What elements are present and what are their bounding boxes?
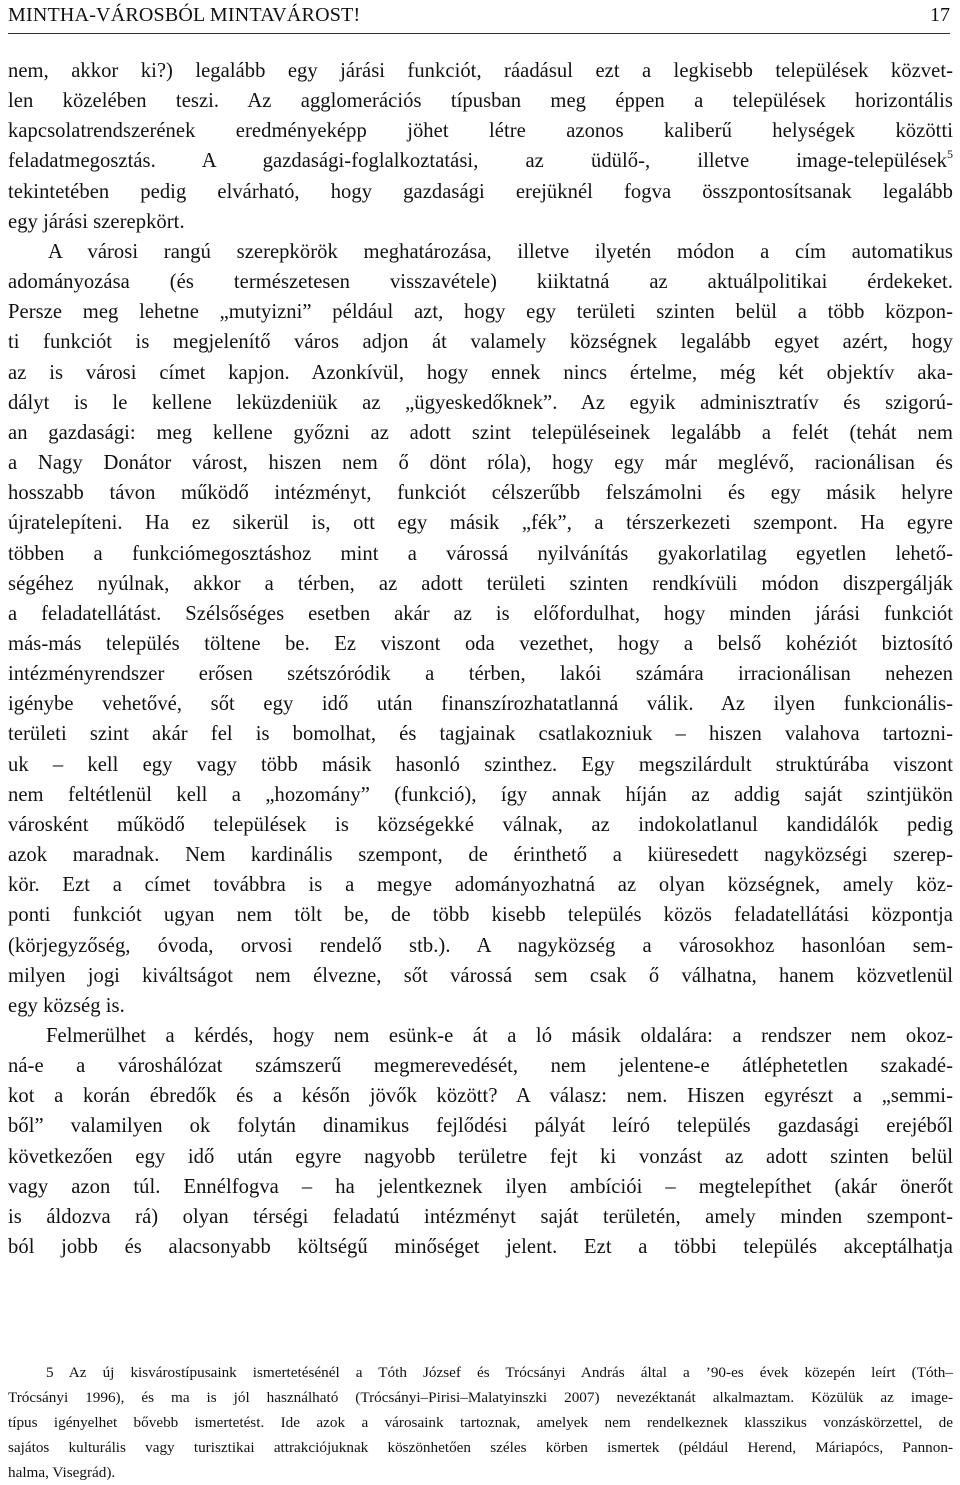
text-line: A városi rangú szerepkörök meghatározása, illetve ilyetén módon a cím automatikus xyxy=(48,240,953,263)
header-rule xyxy=(8,33,950,34)
text-line: az is városi címet kapjon. Azonkívül, hogy ennek nincs értelme, még két objektív aka- xyxy=(8,361,953,384)
text-line: igénybe vehetővé, sőt egy idő után finanszírozhatatlanná válik. Az ilyen funkcionális- xyxy=(8,693,953,716)
footnote-line: sajátos kulturális vagy turisztikai attrakciójuknak köszönhetően széles körben ismertek (például Herend, Máriapócs, Pannon- xyxy=(8,1439,953,1456)
footnote-line: halma, Visegrád). xyxy=(8,1464,116,1481)
text-line: a Nagy Donátor várost, hiszen nem ő dönt róla), hogy egy már meglévő, racionálisan és xyxy=(8,452,953,475)
text-line: vagy azon túl. Ennélfogva – ha jelentkeznek ilyen ambíciói – megtelepíthet (akár önerőt xyxy=(8,1175,953,1198)
text-line: hosszabb távon működő intézményt, funkciót célszerűbb felszámolni és egy másik helyre xyxy=(8,482,953,505)
text-line: Felmerülhet a kérdés, hogy nem esünk-e át a ló másik oldalára: a rendszer nem okoz- xyxy=(46,1025,953,1047)
text-line: a feladatellátást. Szélsőséges esetben akár az is előfordulhat, hogy minden járási funkciót xyxy=(8,602,953,625)
text-line: azok maradnak. Nem kardinális szempont, de érinthető a kiüresedett nagyközségi szerep- xyxy=(8,844,953,867)
footnote-reference: 5 xyxy=(946,147,953,162)
text-line: kör. Ezt a címet továbbra is a megye adományozhatná az olyan községnek, amely köz- xyxy=(8,874,953,897)
body-text xyxy=(8,56,953,1262)
text-line: következően egy idő után egyre nagyobb területre fejt ki vonzást az adott szinten belül xyxy=(8,1145,953,1168)
text-line: nem feltétlenül kell a „hozomány” (funkció), így annak híján az addig saját szintjükön xyxy=(8,783,953,806)
text-line-content: feladatmegosztás. A gazdasági-foglalkoztatási, az üdülő-, illetve image-települések xyxy=(8,150,947,173)
footnote-line: Trócsányi 1996), és ma is jól használható (Trócsányi–Pirisi–Malatyinszki 2007) nevezéktanát alkalmaztam. Közülük az image- xyxy=(8,1389,953,1406)
text-line: an gazdasági: meg kellene győzni az adott szint településeinek legalább a felét (tehát nem xyxy=(8,421,953,444)
text-line: uk – kell egy vagy több másik hasonló szinthez. Egy megszilárdult struktúrába viszont xyxy=(8,753,953,776)
text-line: (körjegyzőség, óvoda, orvosi rendelő stb.). A nagyközség a városokhoz hasonlóan sem- xyxy=(8,934,953,957)
page-number: 17 xyxy=(930,4,950,26)
text-line: Persze meg lehetne „mutyizni” például azt, hogy egy területi szinten belül a több közpon- xyxy=(8,301,953,324)
text-line: ból jobb és alacsonyabb költségű minőséget jelent. Ezt a többi település akceptálhatja xyxy=(8,1236,953,1259)
footnote-line: 5 Az új kisvárostípusaink ismertetésénél a Tóth József és Trócsányi András által a ’90-es évek közepén leírt (Tóth– xyxy=(46,1364,953,1381)
text-line: újratelepíteni. Ha ez sikerül is, ott egy másik „fék”, a térszerkezeti szempont. Ha egyre xyxy=(8,512,953,535)
text-line: ségéhez nyúlnak, akkor a térben, az adott területi szinten rendkívüli módon diszpergálják xyxy=(8,572,953,595)
text-line: ná-e a városhálózat számszerű megmerevedését, nem jelentene-e átléphetetlen szakadé- xyxy=(8,1055,953,1078)
text-line-with-footnote-ref xyxy=(8,146,953,176)
text-line: többen a funkciómegosztáshoz mint a várossá nyilvánítás gyakorlatilag egyetlen lehető- xyxy=(8,542,953,565)
text-line: ből” valamilyen ok folytán dinamikus fejlődési pályát leíró település gazdasági erejéből xyxy=(8,1115,953,1138)
text-line: területi szint akár fel is bomolhat, és tagjainak csatlakozniuk – hiszen valahova tartozni- xyxy=(8,723,953,746)
text-line: is áldozva rá) olyan térségi feladatú intézményt saját területén, amely minden szempont- xyxy=(8,1205,953,1228)
text-line: városként működő települések is községekké válnak, az indokolatlanul kandidálók pedig xyxy=(8,813,953,836)
text-line: milyen jogi kiváltságot nem élvezne, sőt várossá sem csak ő válhatna, hanem közvetlenül xyxy=(8,964,953,987)
footnotes xyxy=(8,1360,953,1485)
text-line: egy járási szerepkört. xyxy=(8,210,185,233)
text-line: egy község is. xyxy=(8,994,125,1017)
text-line: nem, akkor ki?) legalább egy járási funkciót, ráadásul ezt a legkisebb települések közvet- xyxy=(8,60,953,82)
text-line: tekintetében pedig elvárható, hogy gazdasági erejüknél fogva összpontosítsanak legalább xyxy=(8,180,953,203)
footnote-line: típus igényelhet bővebb ismertetést. Ide azok a városaink tartoznak, amelyek nem rendelkeznek klasszikus vonzáskörzettel, de xyxy=(8,1414,953,1431)
text-line: kot a korán ébredők és a későn jövők között? A válasz: nem. Hiszen egyrészt a „semmi- xyxy=(8,1085,953,1108)
running-header xyxy=(8,0,950,30)
text-line: ti funkciót is megjelenítő város adjon át valamely községnek legalább egyet azért, hogy xyxy=(8,331,953,354)
running-title: MINTHA-VÁROSBÓL MINTAVÁROST! xyxy=(8,4,361,26)
text-line: más-más település töltene be. Ez viszont oda vezethet, hogy a belső kohéziót biztosító xyxy=(8,632,953,655)
text-line: len közelében teszi. Az agglomerációs típusban meg éppen a települések horizontális xyxy=(8,90,953,113)
text-line: intézményrendszer erősen szétszóródik a térben, lakói számára irracionálisan nehezen xyxy=(8,663,953,686)
text-line: kapcsolatrendszerének eredményeképp jöhet létre azonos kaliberű helységek közötti xyxy=(8,120,953,143)
text-line: dályt is le kellene leküzdeniük az „ügyeskedőknek”. Az egyik adminisztratív és szigorú- xyxy=(8,391,953,414)
text-line: adományozása (és természetesen visszavétele) kiiktatná az aktuálpolitikai érdekeket. xyxy=(8,271,953,294)
text-line: ponti funkciót ugyan nem tölt be, de több kisebb település közös feladatellátási központja xyxy=(8,904,953,927)
